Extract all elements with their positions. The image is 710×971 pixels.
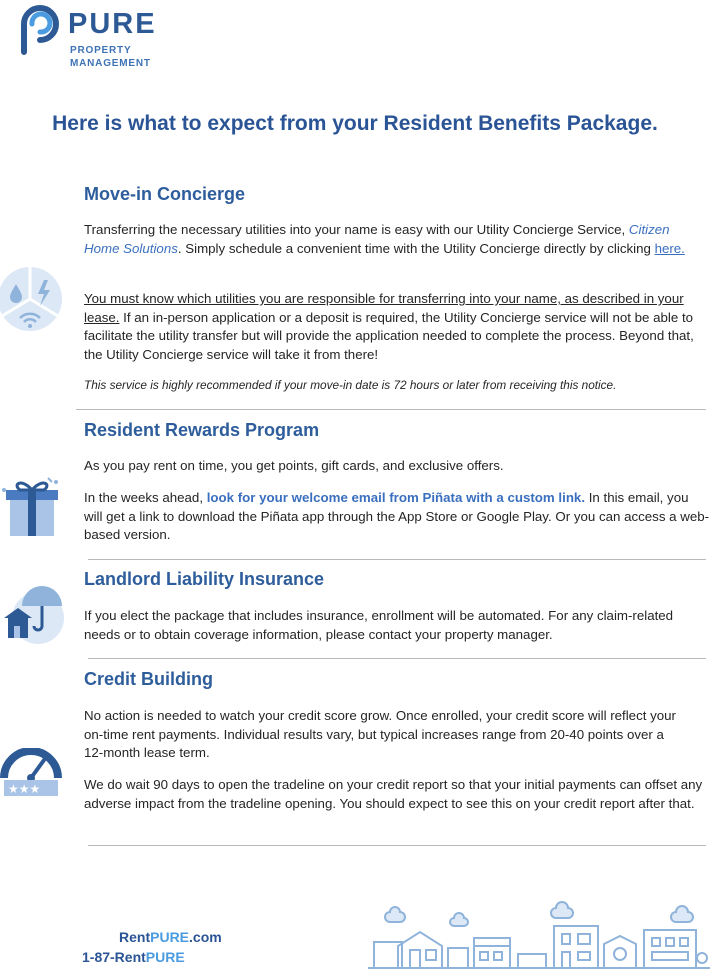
schedule-here-link[interactable]: here. [654,240,685,256]
divider [88,559,706,560]
pure-logo-mark-icon [16,2,60,58]
move-in-paragraph-1: Transferring the necessary utilities into your name is easy with our Utility Concierge Service, Citizen Home Solutions. Simply schedule a convenient time with the Utility Concierge directly by clicking here. [84,222,685,256]
credit-gauge-icon [0,748,62,800]
rewards-paragraph-1: As you pay rent on time, you get points, gift cards, and exclusive offers. [84,458,504,473]
gift-icon [0,476,62,538]
move-in-paragraph-2: You must know which utilities you are responsible for transferring into your name, as described in your lease. If an in-person application or a deposit is required, the Utility Concierge service will not be able to facilitate the utility transfer but will provide the application needed to complete the process. Beyond that, the Utility Concierge service will take it from there! [84,291,694,362]
divider [76,409,706,410]
section-title-move-in: Move-in Concierge [84,184,246,204]
citizen-home-solutions-link[interactable]: Citizen Home Solutions [84,222,670,256]
brand-subtitle: PROPERTY MANAGEMENT [70,45,151,69]
divider [88,845,706,846]
brand-logo [16,2,176,72]
utility-icon [0,266,66,332]
credit-paragraph-2: We do wait 90 days to open the tradeline on your credit report so that your initial payments can offset any adverse impact from the tradeline opening. You should expect to see this on your credit report after that. [84,777,703,811]
footer-phone[interactable]: 1-87-RentPURE [82,949,185,965]
insurance-paragraph-1: If you elect the package that includes insurance, enrollment will be automated. For any claim-related needs or to obtain coverage information, please contact your property manager. [84,608,674,642]
city-skyline-icon [368,898,710,970]
pinata-welcome-email-text: look for your welcome email from Piñata with a custom link. [206,490,586,505]
umbrella-house-icon [0,582,66,646]
rewards-paragraph-2: In the weeks ahead, look for your welcome email from Piñata with a custom link. In this email, you will get a link to download the Piñata app through the App Store or Google Play. Or you can access a web-based version. [84,490,710,543]
svg-text:★★★: ★★★ [8,782,41,796]
credit-paragraph-1: No action is needed to watch your credit score grow. Once enrolled, your credit score will reflect your on-time rent payments. Individual results vary, but typical increases range from 20-40 points over a 12-month lease term. [84,708,676,761]
footer-website[interactable]: RentPURE.com [119,929,222,945]
brand-name: PURE [68,8,157,40]
page-title: Here is what to expect from your Resident Benefits Package. [52,112,658,135]
section-title-insurance: Landlord Liability Insurance [84,569,325,589]
divider [88,658,706,659]
section-title-rewards: Resident Rewards Program [84,420,320,440]
move-in-note: This service is highly recommended if your move-in date is 72 hours or later from receiving this notice. [84,378,617,392]
section-title-credit: Credit Building [84,669,213,689]
